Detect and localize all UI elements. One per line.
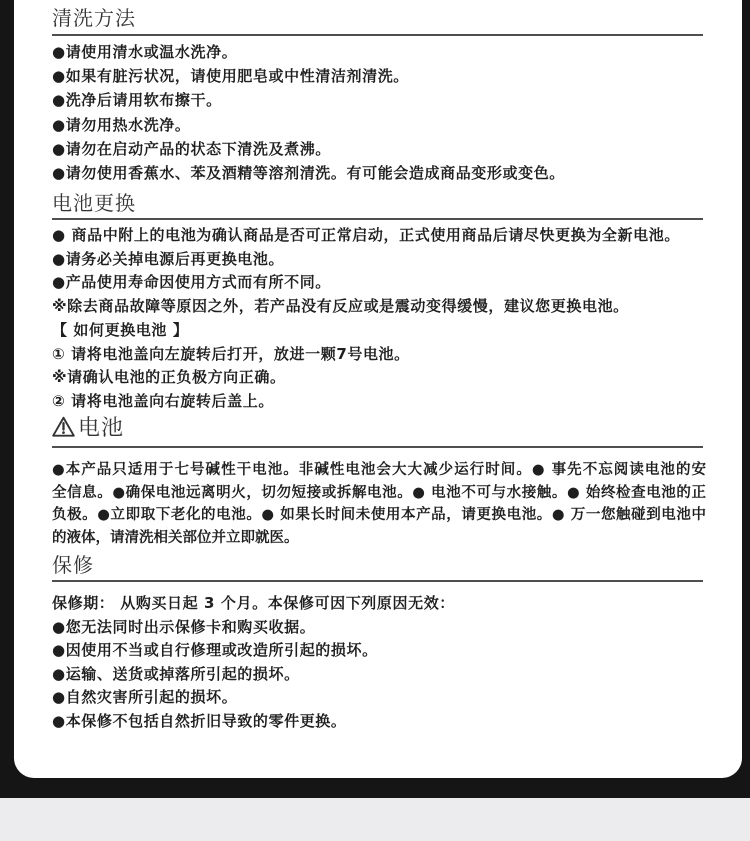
warranty-period: 保修期： 从购买日起 3 个月。本保修可因下列原因无效： xyxy=(52,594,455,612)
cleaning-list xyxy=(52,40,722,185)
paragraph-line: 全信息。●确保电池远离明火，切勿短接或拆解电池。● 电池不可与水接触。● 始终检查电池的正 xyxy=(52,484,706,501)
battery-replacement-list xyxy=(52,224,722,414)
section-title-cleaning: 清洗方法 xyxy=(52,0,703,36)
list-item: 【 如何更换电池 】 xyxy=(52,320,189,339)
list-item: ●请使用清水或温水洗净。 xyxy=(52,43,238,61)
list-item: ② 请将电池盖向右旋转后盖上。 xyxy=(52,391,274,410)
warning-icon xyxy=(52,416,75,437)
list-item: ●请勿使用香蕉水、苯及酒精等溶剂清洗。有可能会造成商品变形或变色。 xyxy=(52,164,565,183)
list-item: ※除去商品故障等原因之外，若产品没有反应或是震动变得缓慢，建议您更换电池。 xyxy=(52,297,629,316)
list-item: ●自然灾害所引起的损坏。 xyxy=(52,688,238,707)
list-item: ●本保修不包括自然折旧导致的零件更换。 xyxy=(52,711,347,730)
list-item: ① 请将电池盖向左旋转后打开，放进一颗7号电池。 xyxy=(52,344,410,363)
list-item: ●请勿在启动产品的状态下清洗及煮沸。 xyxy=(52,139,331,158)
list-item: ●产品使用寿命因使用方式而有所不同。 xyxy=(52,273,331,292)
list-item: ●请勿用热水洗净。 xyxy=(52,115,191,134)
list-item: ● 商品中附上的电池为确认商品是否可正常启动，正式使用商品后请尽快更换为全新电池。 xyxy=(52,226,680,244)
section-title-warranty: 保修 xyxy=(52,548,703,582)
list-item: ●请务必关掉电源后再更换电池。 xyxy=(52,249,285,268)
list-item: ●洗净后请用软布擦干。 xyxy=(52,91,222,110)
paragraph-line: ●本产品只适用于七号碱性干电池。非碱性电池会大大减少运行时间。● 事先不忘阅读电池的安 xyxy=(52,462,706,478)
list-item: ●因使用不当或自行修理或改造所引起的损坏。 xyxy=(52,641,378,660)
list-item: ●如果有脏污状况，请使用肥皂或中性清洁剂清洗。 xyxy=(52,67,409,86)
list-item: ●您无法同时出示保修卡和购买收据。 xyxy=(52,617,316,636)
section-title-text: 电池 xyxy=(78,416,125,441)
warranty-list xyxy=(52,592,722,734)
list-item: ●运输、送货或掉落所引起的损坏。 xyxy=(52,664,300,683)
list-item: ※请确认电池的正负极方向正确。 xyxy=(52,368,286,387)
paragraph-line: 负极。●立即取下老化的电池。● 如果长时间未使用本产品，请更换电池。● 万一您触碰到电池中 xyxy=(52,507,706,524)
paragraph-line: 的液体，请清洗相关部位并立即就医。 xyxy=(52,530,299,547)
section-title-battery-replacement: 电池更换 xyxy=(52,186,703,220)
section-title-battery-warning xyxy=(52,412,703,448)
battery-warning-paragraph xyxy=(52,459,706,550)
